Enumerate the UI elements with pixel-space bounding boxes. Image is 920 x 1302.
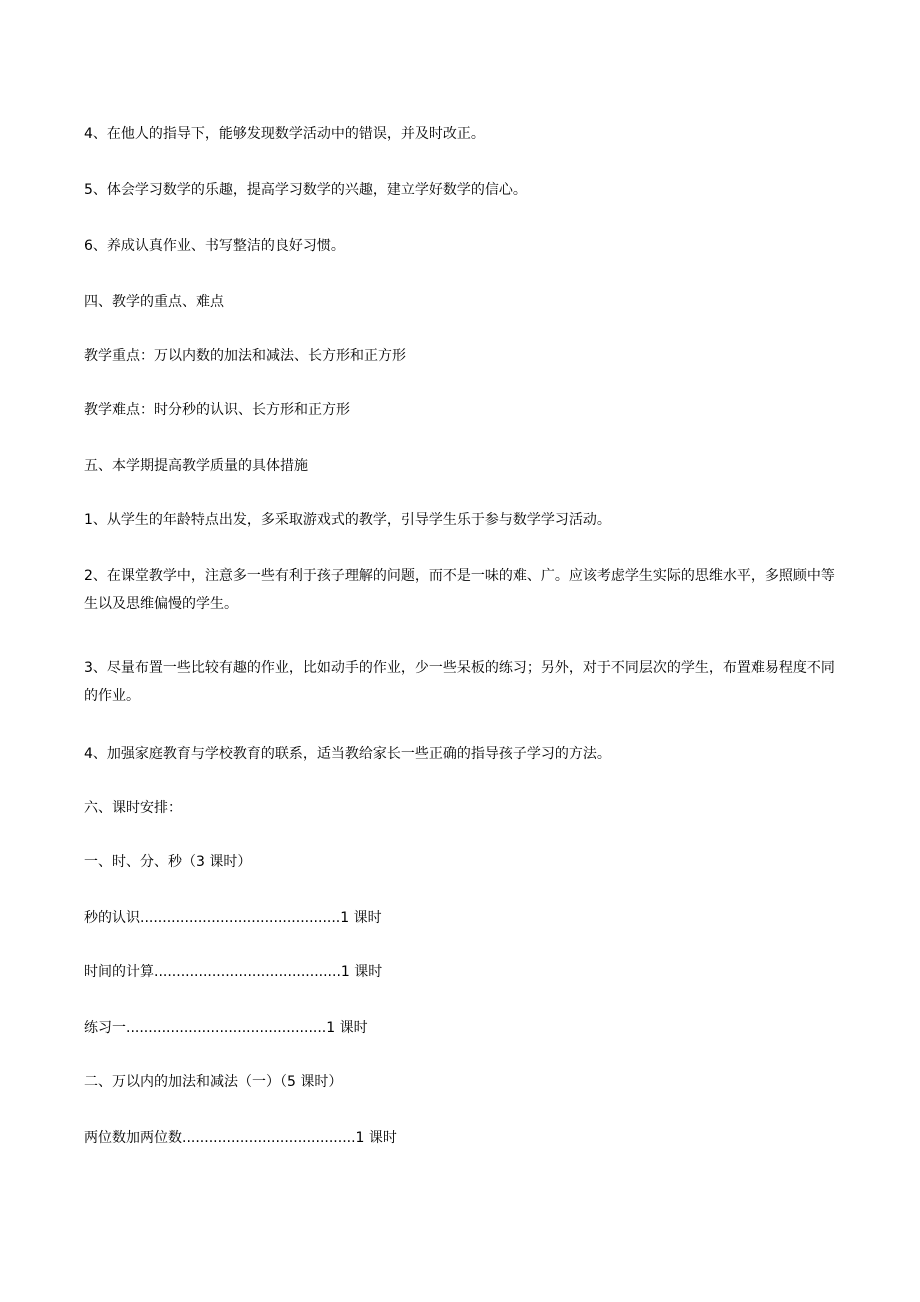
- measure-1: 1、从学生的年龄特点出发，多采取游戏式的教学，引导学生乐于参与数学学习活动。: [84, 512, 611, 528]
- measure-2: 2、在课堂教学中，注意多一些有利于孩子理解的问题，而不是一味的难、广。应该考虑学生实际的思维水平，多照顾中等生以及思维偏慢的学生。: [84, 568, 835, 612]
- goal-5: 5、体会学习数学的乐趣，提高学习数学的兴趣，建立学好数学的信心。: [84, 182, 527, 198]
- section-heading-6: 六、课时安排：: [84, 800, 182, 816]
- goal-6: 6、养成认真作业、书写整洁的良好习惯。: [84, 238, 345, 254]
- section-heading-4: 四、教学的重点、难点: [84, 294, 224, 310]
- measure-4: 4、加强家庭教育与学校教育的联系，适当教给家长一些正确的指导孩子学习的方法。: [84, 746, 611, 762]
- teaching-difficulty: 教学难点：时分秒的认识、长方形和正方形: [84, 402, 350, 418]
- teaching-key-point: 教学重点：万以内数的加法和减法、长方形和正方形: [84, 348, 406, 364]
- lesson-item: 两位数加两位数.......................................1 课时: [84, 1130, 397, 1146]
- goal-4: 4、在他人的指导下，能够发现数学活动中的错误，并及时改正。: [84, 126, 485, 142]
- lesson-item: 练习一.............................................1 课时: [84, 1020, 368, 1036]
- unit-1-heading: 一、时、分、秒（3 课时）: [84, 854, 252, 870]
- lesson-item: 时间的计算..........................................1 课时: [84, 964, 383, 980]
- measure-3: 3、尽量布置一些比较有趣的作业，比如动手的作业，少一些呆板的练习；另外，对于不同层次的学生，布置难易程度不同的作业。: [84, 660, 835, 704]
- unit-2-heading: 二、万以内的加法和减法（一）（5 课时）: [84, 1074, 343, 1090]
- section-heading-5: 五、本学期提高教学质量的具体措施: [84, 458, 308, 474]
- lesson-item: 秒的认识.............................................1 课时: [84, 910, 382, 926]
